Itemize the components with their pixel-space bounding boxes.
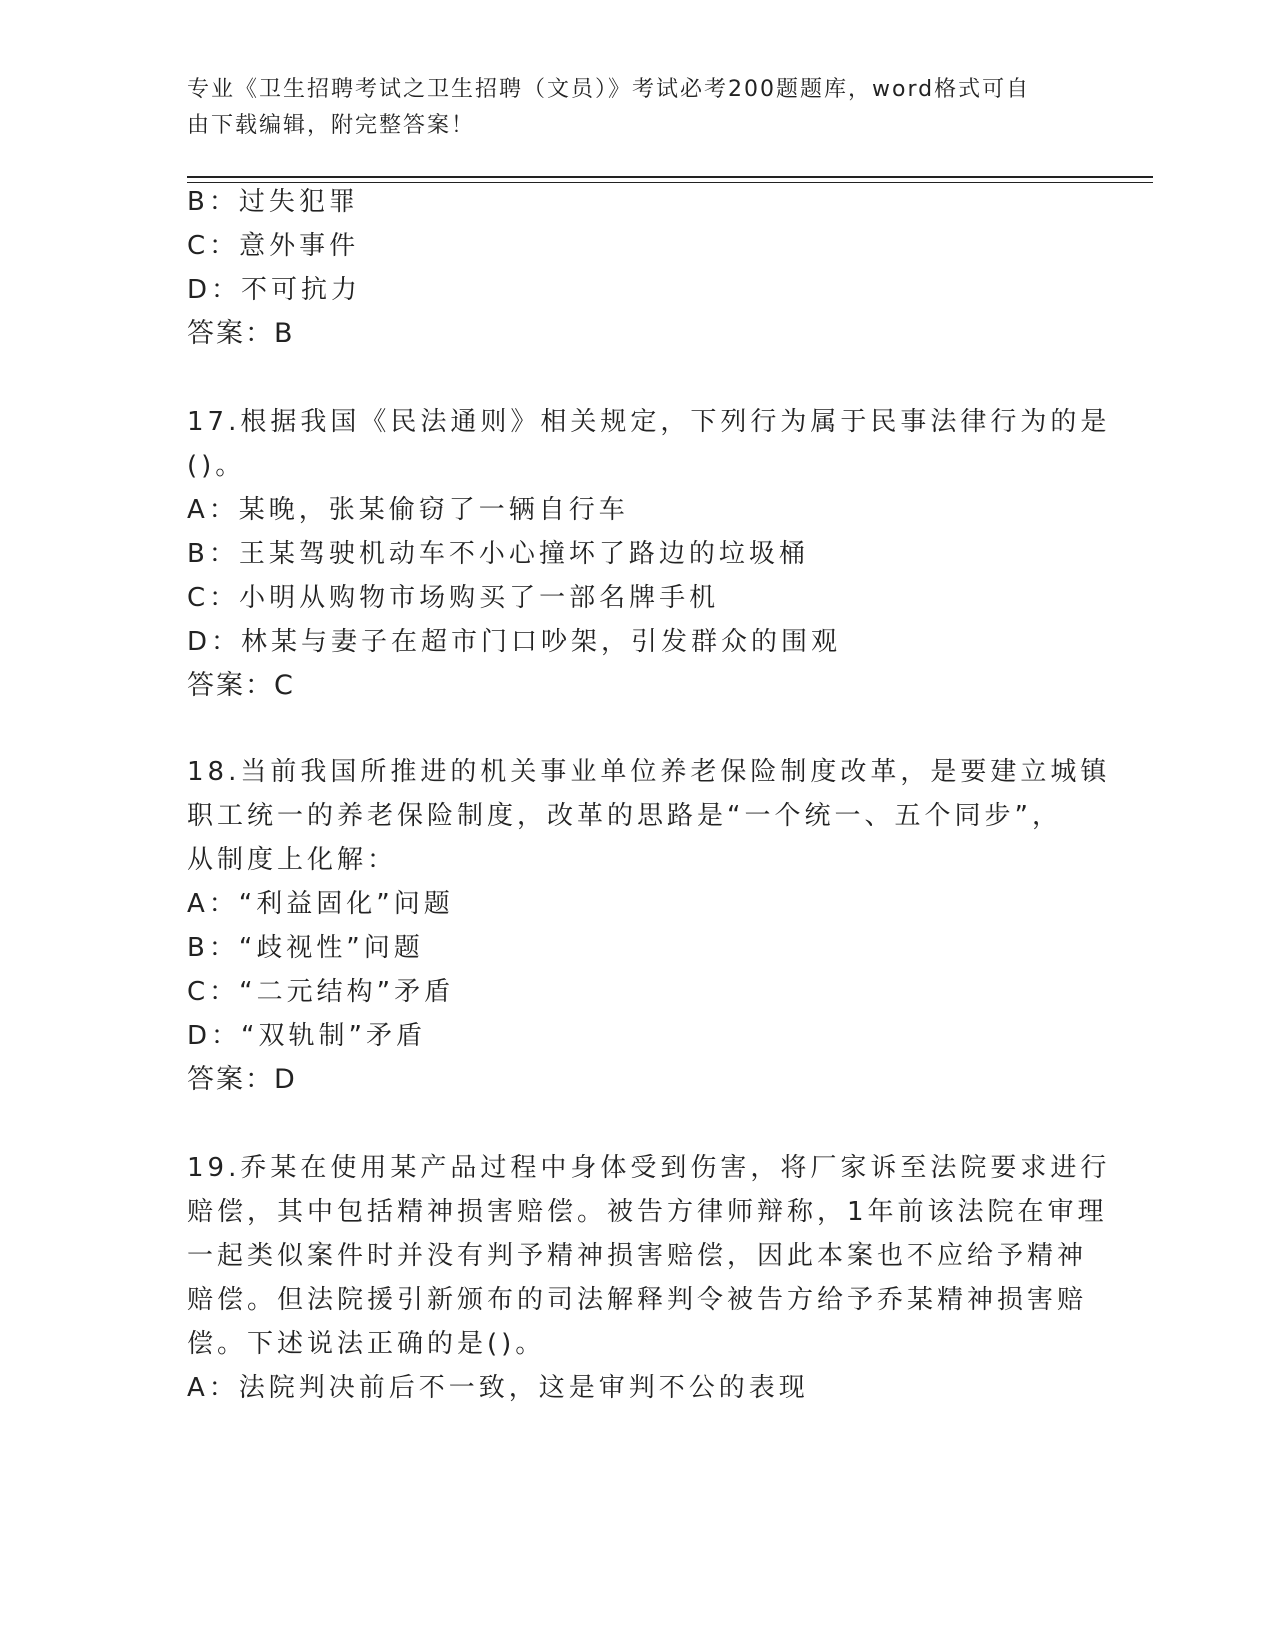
header-line-1: 专业《卫生招聘考试之卫生招聘（文员）》考试必考200题题库，word格式可自 (187, 77, 1031, 102)
header-divider-thick (187, 176, 1153, 178)
q16-option-d: D：不可抗力 (187, 275, 362, 305)
q17-option-a: A：某晚，张某偷窃了一辆自行车 (187, 495, 629, 525)
q18-stem-line-3: 从制度上化解： (187, 845, 398, 875)
q19-option-a: A：法院判决前后不一致，这是审判不公的表现 (187, 1373, 809, 1403)
q17-stem-line-1: 17.根据我国《民法通则》相关规定，下列行为属于民事法律行为的是 (187, 407, 1111, 437)
q16-option-b: B：过失犯罪 (187, 187, 359, 217)
q18-stem-line-2: 职工统一的养老保险制度，改革的思路是“一个统一、五个同步”， (187, 801, 1062, 831)
q19-stem-line-5: 偿。下述说法正确的是()。 (187, 1329, 546, 1359)
q19-stem-line-2: 赔偿，其中包括精神损害赔偿。被告方律师辩称，1年前该法院在审理 (187, 1197, 1108, 1227)
q18-stem-line-1: 18.当前我国所推进的机关事业单位养老保险制度改革，是要建立城镇 (187, 757, 1111, 787)
header-divider-thin (187, 182, 1153, 183)
q16-option-c: C：意外事件 (187, 231, 360, 261)
q19-stem-line-4: 赔偿。但法院援引新颁布的司法解释判令被告方给予乔某精神损害赔 (187, 1285, 1088, 1315)
q17-option-d: D：林某与妻子在超市门口吵架，引发群众的围观 (187, 627, 842, 657)
q18-option-b: B：“歧视性”问题 (187, 933, 424, 963)
q18-answer: 答案：D (187, 1064, 297, 1095)
q18-option-d: D：“双轨制”矛盾 (187, 1021, 426, 1051)
q18-option-c: C：“二元结构”矛盾 (187, 977, 455, 1007)
q19-stem-line-3: 一起类似案件时并没有判予精神损害赔偿，因此本案也不应给予精神 (187, 1241, 1088, 1271)
q17-stem-line-2: ()。 (187, 451, 246, 481)
q16-answer: 答案：B (187, 318, 295, 349)
q17-answer: 答案：C (187, 670, 295, 701)
header-line-2: 由下载编辑，附完整答案！ (187, 113, 476, 138)
q19-stem-line-1: 19.乔某在使用某产品过程中身体受到伤害，将厂家诉至法院要求进行 (187, 1153, 1111, 1183)
document-header (187, 72, 1087, 144)
q18-option-a: A：“利益固化”问题 (187, 889, 454, 919)
q17-option-b: B：王某驾驶机动车不小心撞坏了路边的垃圾桶 (187, 539, 809, 569)
q17-option-c: C：小明从购物市场购买了一部名牌手机 (187, 583, 720, 613)
